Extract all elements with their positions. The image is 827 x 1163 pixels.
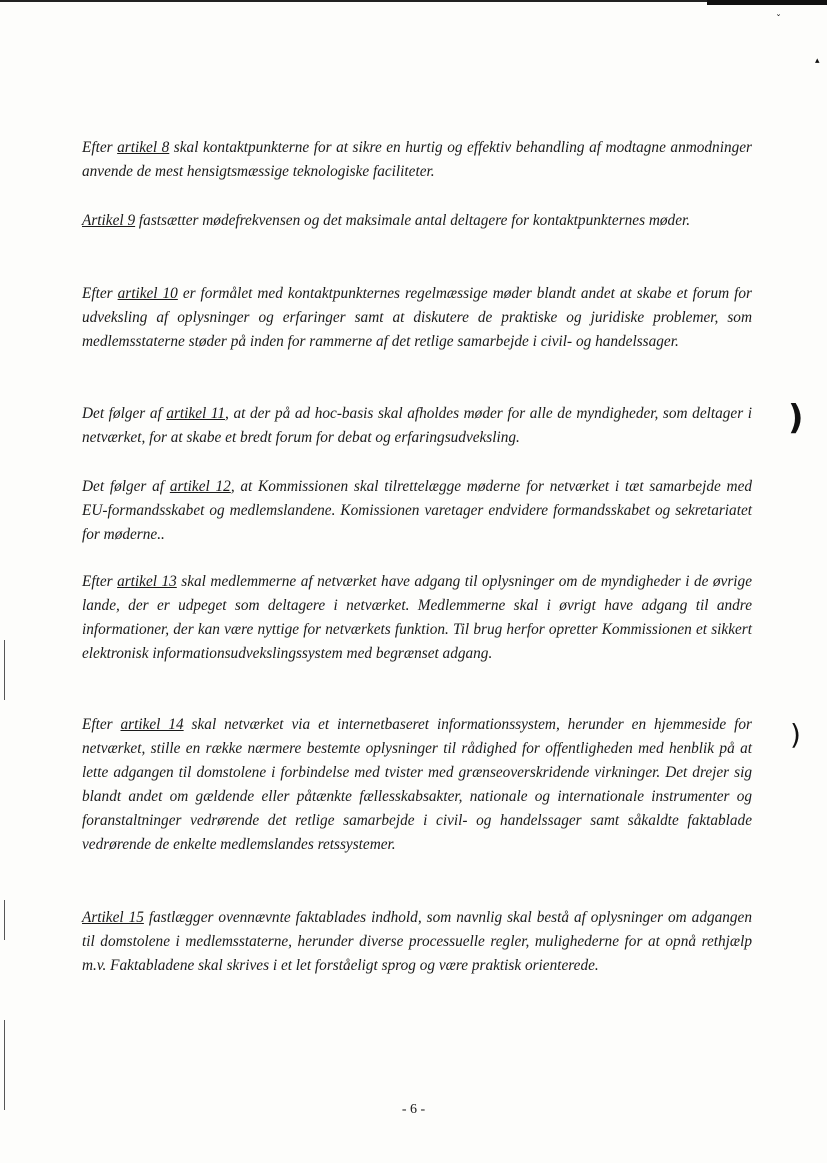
article-reference: artikel 10: [117, 285, 178, 302]
binder-hole-mark: ): [788, 398, 804, 438]
article-reference: artikel 13: [117, 573, 177, 590]
paragraph-text: , at der på ad hoc-basis skal afholdes møder for alle de myndigheder, som deltager i netværket, for at skabe et bredt forum for debat og erfaringsudveksling.: [82, 405, 753, 446]
top-rule-thick: [707, 0, 827, 5]
article-reference: Artikel 15: [82, 909, 144, 926]
paragraph-text: er formålet med kontaktpunkternes regelmæssige møder blandt andet at skabe et forum for udveksling af oplysninger og erfaringer samt at diskutere de praktiske og juridiske problemer, som medlemsstaterne støder på inden for rammerne af det retlige samarbejde i civil- og handelssager.: [82, 285, 752, 350]
paragraph-text: , at Kommissionen skal tilrettelægge møderne for netværket i tæt samarbejde med EU-formandsskabet og medlemslandene. Komissionen varetager endvidere formandsskabet og sekretariatet for møderne..: [82, 478, 753, 543]
paragraph-text: fastlægger ovennævnte faktablades indhold, som navnlig skal bestå af oplysninger om adgangen til domstolene i medlemsstaterne, herunder diverse processuelle regler, mulighederne for at opnå rethjælp m.v. Faktabladene skal skrives i et let forståeligt sprog og være praktisk orienterede.: [82, 909, 752, 974]
paragraph-artikel-14: [82, 713, 752, 857]
paragraph-text: skal medlemmerne af netværket have adgang til oplysninger om de myndigheder i de øvrige lande, der er udpeget som deltagere i netværket. Medlemmerne skal i øvrigt have adgang til andre informationer, der kan være nyttige for netværkets funktion. Til brug herfor opretter Kommissionen et sikkert elektronisk informationsudvekslingssystem med begrænset adgang.: [82, 573, 752, 662]
edge-line: [4, 900, 5, 940]
paragraph-artikel-10: [82, 282, 752, 354]
page-number: - 6 -: [401, 1102, 426, 1117]
article-reference: artikel 12: [169, 478, 231, 495]
edge-line: [4, 1020, 5, 1110]
paragraph-artikel-8: [82, 136, 752, 184]
paragraph-lead: Efter: [82, 716, 121, 733]
binder-hole-mark: ): [790, 718, 801, 751]
article-reference: Artikel 9: [82, 212, 136, 229]
scan-mark: ▴: [815, 56, 820, 66]
paragraph-lead: Efter: [82, 139, 118, 156]
paragraph-artikel-9: [82, 209, 752, 233]
paragraph-text: skal netværket via et internetbaseret informationssystem, herunder en hjemmeside for netværket, stille en række nærmere bestemte oplysninger til rådighed for offentligheden med henblik på at lette adgangen til domstolene i forbindelse med tvister med grænseoverskridende virkninger. Det drejer sig blandt andet om gældende eller påtænkte fællesskabsakter, nationale og internationale instrumenter og foranstaltninger vedrørende det retlige samarbejde i civil- og handelssager samt såkaldte faktablade vedrørende de enkelte medlemslandes retssystemer.: [82, 716, 752, 853]
paragraph-lead: Efter: [82, 285, 118, 302]
article-reference: artikel 8: [117, 139, 170, 156]
article-reference: artikel 14: [120, 716, 184, 733]
paragraph-lead: Det følger af: [82, 478, 170, 495]
paragraph-lead: Det følger af: [82, 405, 167, 422]
paragraph-text: fastsætter mødefrekvensen og det maksimale antal deltagere for kontaktpunkternes møder.: [135, 212, 691, 229]
scan-mark: ˇ: [776, 14, 781, 25]
paragraph-lead: Efter: [82, 573, 118, 590]
edge-line: [4, 640, 5, 700]
top-rule: [0, 0, 827, 2]
article-reference: artikel 11: [166, 405, 226, 422]
paragraph-text: skal kontaktpunkterne for at sikre en hurtig og effektiv behandling af modtagne anmodninger anvende de mest hensigtsmæssige teknologiske faciliteter.: [82, 139, 752, 180]
paragraph-artikel-15: [82, 906, 752, 978]
paragraph-artikel-11: [82, 402, 752, 450]
paragraph-artikel-12: [82, 475, 752, 547]
paragraph-artikel-13: [82, 570, 752, 666]
